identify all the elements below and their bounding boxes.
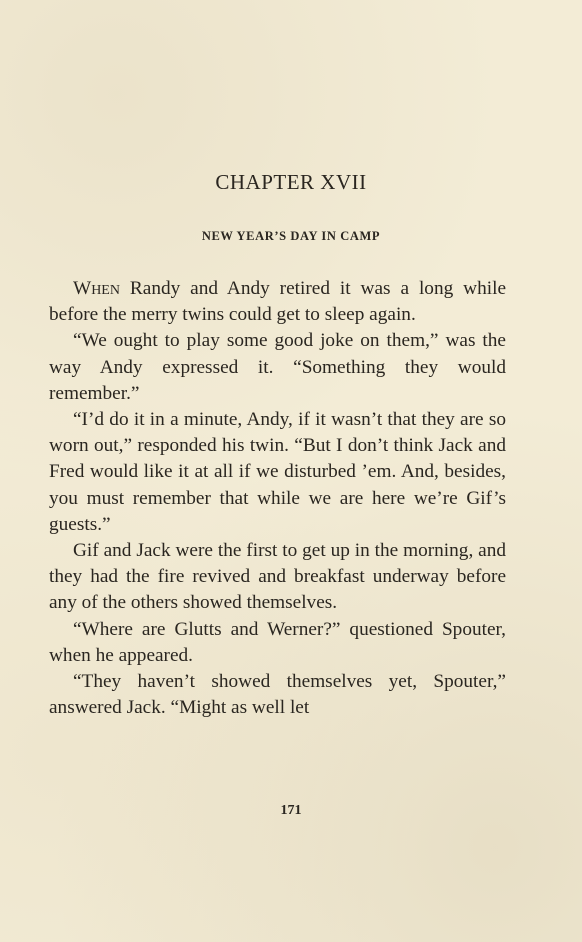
chapter-title: CHAPTER XVII [215,170,367,194]
chapter-subtitle: NEW YEAR’S DAY IN CAMP [201,229,381,243]
paragraph-text: Randy and Andy retired it was a long while before the merry twins could get to sleep again. [49,278,506,326]
paragraph-lead-word: When [73,278,120,299]
paragraph [49,407,506,538]
paragraph-text: “We ought to play some good joke on them,” was the way Andy expressed it. “Something they would remember.” [49,330,506,404]
paragraph-text: “I’d do it in a minute, Andy, if it wasn’t that they are so worn out,” responded his twin. “But I don’t think Jack and Fred would like it at all if we disturbed ’em. And, besides, you must remember that while we are here we’re Gif’s guests.” [49,409,506,535]
page-number: 171 [280,803,302,818]
paragraph [49,538,506,617]
body-text [49,276,506,721]
paragraph [49,669,506,721]
paragraph-text: “Where are Glutts and Werner?” questioned Spouter, when he appeared. [49,618,506,666]
paragraph-text: Gif and Jack were the first to get up in the morning, and they had the fire revived and breakfast underway before any of the others showed themselves. [49,540,506,614]
paragraph [49,328,506,407]
paragraph [49,617,506,669]
paragraph [49,276,506,328]
paragraph-text: “They haven’t showed themselves yet, Spouter,” answered Jack. “Might as well let [49,671,506,719]
